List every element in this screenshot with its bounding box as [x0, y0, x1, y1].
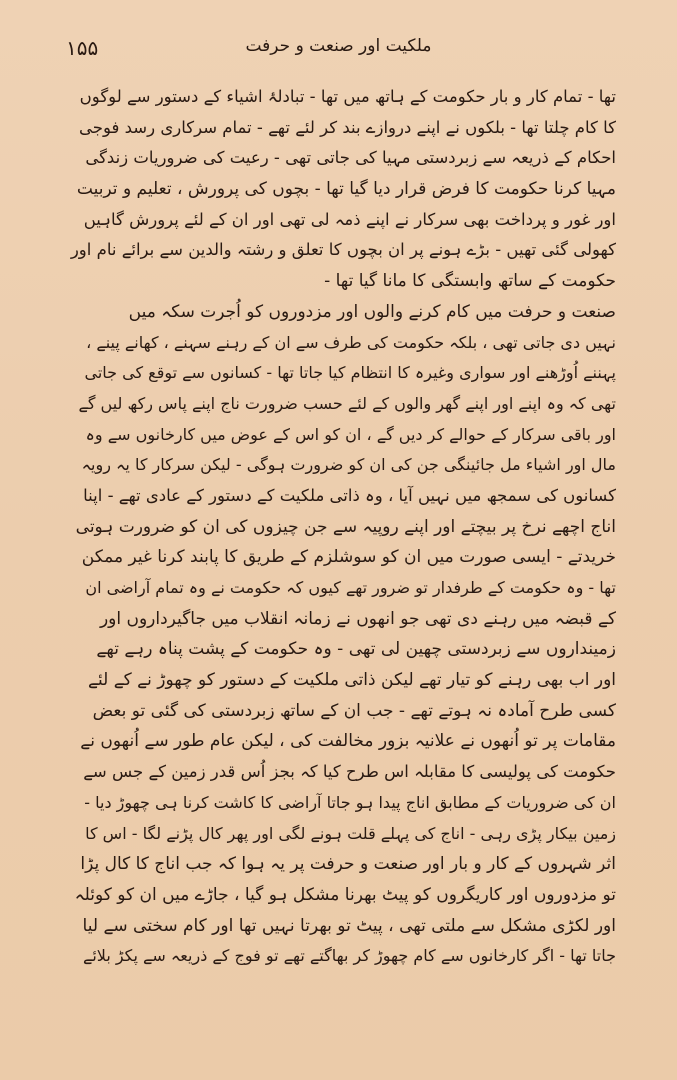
text-line: تھا - تمام کار و بار حکومت کے ہاتھ میں تھا - تبادلۂ اشیاء کے دستور سے لوگوں: [79, 87, 616, 106]
text-line: تھا - وہ حکومت کے طرفدار تو ضرور تھے کیوں کہ حکومت نے وہ تمام آراضی ان: [85, 578, 616, 597]
text-line: حکومت کی پولیسی کا مقابلہ اس طرح کیا کہ بجز اُس قدر زمین کے جس سے: [83, 762, 616, 782]
text-line: اناج اچھے نرخ پر بیچتے اور اپنے روپیہ سے جن چیزوں کی ان کو ضرورت ہوتی: [75, 516, 616, 537]
text-line: ان کی ضروریات کے مطابق اناج پیدا ہو جاتا آراضی کا کاشت کرنا ہی چھوڑ دیا -: [84, 792, 616, 812]
text-line: پہننے اُوڑھنے اور سواری وغیرہ کا انتظام کیا جاتا تھا - کسانوں سے توقع کی جاتی: [84, 363, 616, 383]
text-line: مقامات پر تو اُنھوں نے علانیہ بزور مخالفت کی ، لیکن عام طور سے اُنھوں نے: [80, 731, 616, 752]
text-line: احکام کے ذریعہ سے زبردستی مہیا کی جاتی تھی - رعیت کی ضروریات زندگی: [85, 148, 616, 168]
text-line: کسانوں کی سمجھ میں نہیں آیا ، وہ ذاتی ملکیت کے دستور کے عادی تھے - اپنا: [83, 485, 616, 505]
text-line: تھی کہ وہ اپنے اور اپنے گھر والوں کے لئے حسب ضرورت ناج اپنے پاس رکھ لیں گے: [78, 393, 616, 413]
running-title: ملکیت اور صنعت و حرفت: [245, 36, 432, 56]
body-text: [70, 82, 616, 972]
text-line: مال اور اشیاء مل جائینگی جن کی ان کو ضرورت ہوگی - لیکن سرکار کا یہ رویہ: [81, 455, 616, 475]
text-line: اثر شہروں کے کار و بار اور صنعت و حرفت پر یہ ہوا کہ جب اناج کا کال پڑا: [80, 854, 616, 875]
text-line: حکومت کے ساتھ وابستگی کا مانا گیا تھا -: [324, 271, 616, 292]
text-line: اور باقی سرکار کے حوالے کر دیں گے ، ان کو اس کے عوض میں کارخانوں سے وہ: [85, 424, 616, 444]
text-line: خریدتے - ایسی صورت میں ان کو سوشلزم کے طریق کا پابند کرنا غیر ممکن: [81, 547, 616, 568]
text-line: صنعت و حرفت میں کام کرنے والوں اور مزدوروں کو اُجرت سکہ میں: [128, 301, 616, 322]
page-header: [60, 32, 617, 62]
text-line: تو مزدوروں اور کاریگروں کو پیٹ بھرنا مشکل ہو گیا ، جاڑے میں ان کو کوئلہ: [74, 884, 616, 905]
text-line: جاتا تھا - اگر کارخانوں سے کام چھوڑ کر بھاگتے تھے تو فوج کے ذریعہ سے پکڑ بلائے: [82, 946, 616, 966]
paragraph-2: [70, 297, 616, 972]
text-line: کا کام چلتا تھا - بلکوں نے اپنے دروازے بند کر لئے تھے - تمام سرکاری رسد فوجی: [79, 117, 616, 137]
text-line: اور لکڑی مشکل سے ملتی تھی ، پیٹ تو بھرتا نہیں تھا اور کام سختی سے لیا: [82, 915, 616, 936]
text-line: کے قبضہ میں رہنے دی تھی جو انھوں نے زمانہ انقلاب میں جاگیرداروں اور: [99, 608, 616, 629]
text-line: زمین بیکار پڑی رہی - اناج کی پہلے قلت ہونے لگی اور پھر کال پڑنے لگا - اس کا: [85, 823, 616, 843]
text-line: کھولی گئی تھیں - بڑے ہونے پر ان بچوں کا تعلق و رشتہ والدین سے برائے نام اور: [70, 240, 616, 260]
paragraph-1: [70, 82, 616, 297]
text-line: اور غور و پرداخت بھی سرکار نے اپنے ذمہ لی تھی اور ان کے لئے پرورش گاہیں: [83, 209, 616, 229]
text-line: کسی طرح آمادہ نہ ہوتے تھے - جب ان کے ساتھ زبردستی کی گئی تو بعض: [92, 700, 616, 721]
text-line: نہیں دی جاتی تھی ، بلکہ حکومت کی طرف سے ان کے رہنے سہنے ، کھانے پینے ،: [86, 332, 616, 352]
page-number: ۱۵۵: [66, 36, 99, 60]
text-line: زمینداروں سے زبردستی چھین لی تھی - وہ حکومت کے پشت پناہ رہے تھے: [96, 639, 616, 660]
text-line: مہیا کرنا حکومت کا فرض قرار دیا گیا تھا - بچوں کی پرورش ، تعلیم و تربیت: [76, 179, 616, 200]
text-line: اور اب بھی رہنے کو تیار تھے لیکن ذاتی ملکیت کے دستور کو چھوڑ نے کے لئے: [88, 670, 616, 691]
